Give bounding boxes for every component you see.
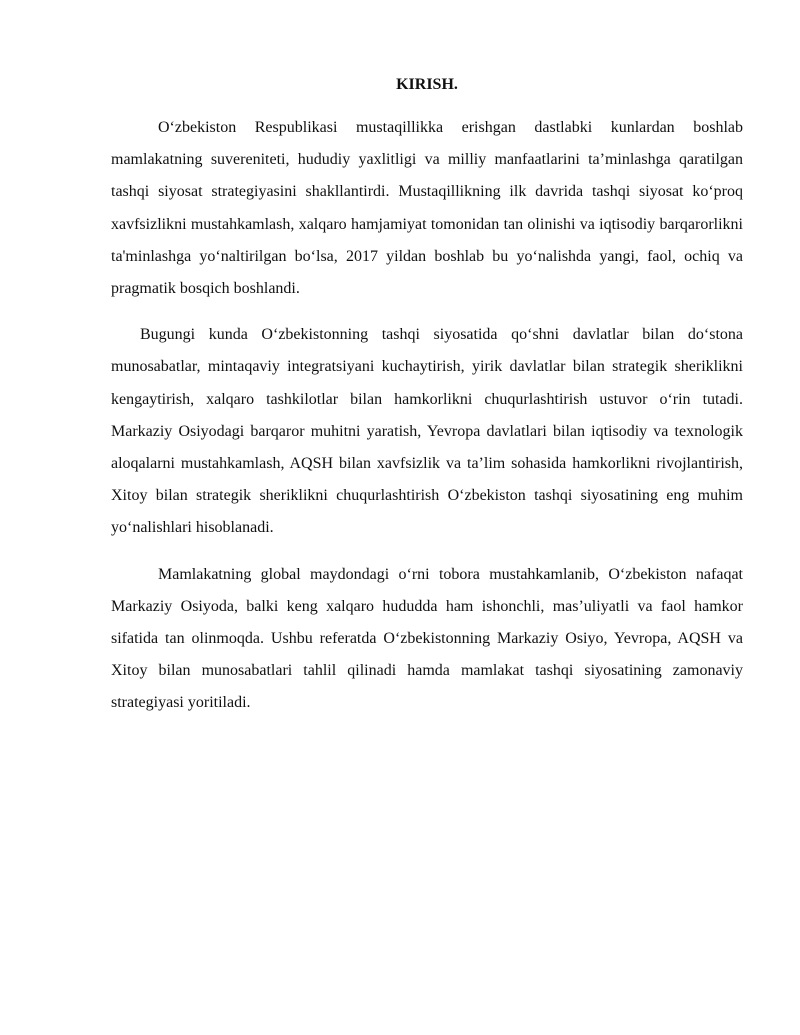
- document-body: [111, 72, 743, 734]
- paragraph-3: Mamlakatning global maydondagi o‘rni tobora mustahkamlanib, O‘zbekiston nafaqat Markaziy Osiyoda, balki keng xalqaro hududda ham ishonchli, mas’uliyatli va faol hamkor sifatida tan olinmoqda. Ushbu referatda O‘zbekistonning Markaziy Osiyo, Yevropa, AQSH va Xitoy bilan munosabatlari tahlil qilinadi hamda mamlakat tashqi siyosatining zamonaviy strategiyasi yoritiladi.: [111, 565, 743, 712]
- paragraph-1: O‘zbekiston Respublikasi mustaqillikka erishgan dastlabki kunlardan boshlab mamlakatning suvereniteti, hududiy yaxlitligi va milliy manfaatlarini ta’minlashga qaratilgan tashqi siyosat strategiyasini shakllantirdi. Mustaqillikning ilk davrida tashqi siyosat ko‘proq xavfsizlikni mustahkamlash, xalqaro hamjamiyat tomonidan tan olinishi va iqtisodiy barqarorlikni ta'minlashga yo‘naltirilgan bo‘lsa, 2017 yildan boshlab bu yo‘nalishda yangi, faol, ochiq va pragmatik bosqich boshlandi.: [111, 119, 743, 298]
- document-title: KIRISH.: [396, 76, 458, 93]
- paragraph-2: Bugungi kunda O‘zbekistonning tashqi siyosatida qo‘shni davlatlar bilan do‘stona munosabatlar, mintaqaviy integratsiyani kuchaytirish, yirik davlatlar bilan strategik sheriklikni kengaytirish, xalqaro tashkilotlar bilan hamkorlikni chuqurlashtirish ustuvor o‘rin tutadi. Markaziy Osiyodagi barqaror muhitni yaratish, Yevropa davlatlari bilan iqtisodiy va texnologik aloqalarni mustahkamlash, AQSH bilan xavfsizlik va ta’lim sohasida hamkorlikni rivojlantirish, Xitoy bilan strategik sheriklikni chuqurlashtirish O‘zbekiston tashqi siyosatining eng muhim yo‘nalishlari hisoblanadi.: [111, 326, 743, 537]
